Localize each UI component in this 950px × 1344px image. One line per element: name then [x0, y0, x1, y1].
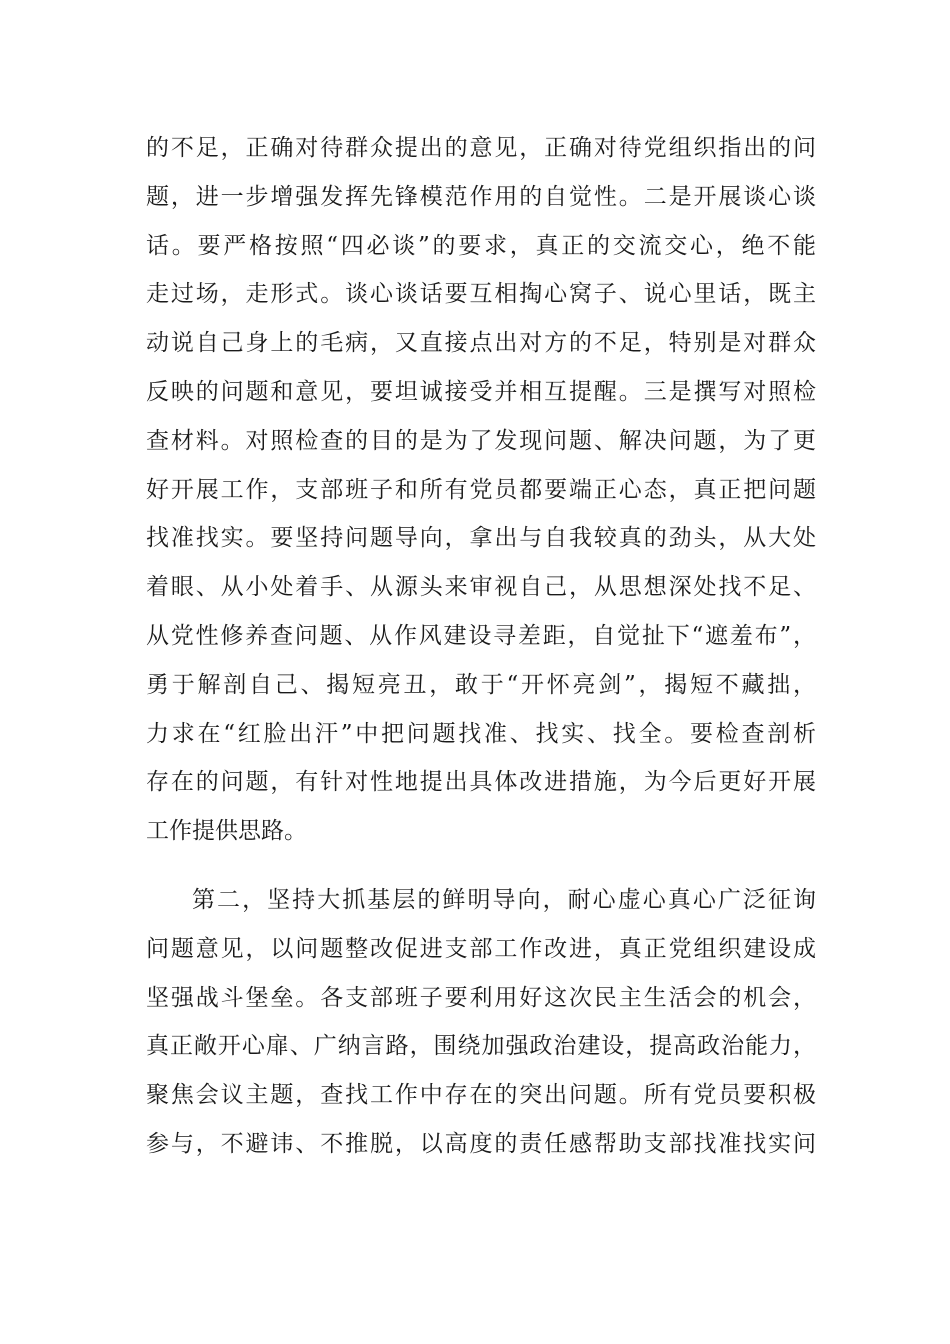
text-line: 找准找实。要坚持问题导向，拿出与自我较真的劲头，从大处 — [146, 525, 816, 552]
text-line: 问题意见，以问题整改促进支部工作改进，真正党组织建设成 — [146, 935, 816, 962]
paragraph-2 — [146, 876, 816, 1169]
text-line: 题，进一步增强发挥先锋模范作用的自觉性。二是开展谈心谈 — [146, 183, 816, 210]
text-line: 走过场，走形式。谈心谈话要互相掏心窝子、说心里话，既主 — [146, 281, 816, 308]
text-line: 反映的问题和意见，要坦诚接受并相互提醒。三是撰写对照检 — [146, 378, 816, 405]
text-line: 第二，坚持大抓基层的鲜明导向，耐心虚心真心广泛征询 — [192, 886, 816, 913]
text-line: 工作提供思路。 — [146, 818, 307, 845]
text-line: 真正敞开心扉、广纳言路，围绕加强政治建设，提高政治能力， — [146, 1033, 816, 1060]
text-line: 参与，不避讳、不推脱，以高度的责任感帮助支部找准找实问 — [146, 1130, 816, 1157]
text-line: 聚焦会议主题，查找工作中存在的突出问题。所有党员要积极 — [146, 1082, 816, 1109]
text-line: 话。要严格按照“四必谈”的要求，真正的交流交心，绝不能 — [146, 232, 816, 259]
text-line: 查材料。对照检查的目的是为了发现问题、解决问题，为了更 — [146, 427, 816, 454]
document-body — [146, 124, 816, 1169]
paragraph-spacer — [146, 856, 816, 876]
text-line: 坚强战斗堡垒。各支部班子要利用好这次民主生活会的机会， — [146, 984, 816, 1011]
text-line: 从党性修养查问题、从作风建设寻差距，自觉扯下“遮羞布”， — [146, 622, 816, 649]
text-line: 着眼、从小处着手、从源头来审视自己，从思想深处找不足、 — [146, 574, 816, 601]
text-line: 的不足，正确对待群众提出的意见，正确对待党组织指出的问 — [146, 135, 816, 161]
text-line: 力求在“红脸出汗”中把问题找准、找实、找全。要检查剖析 — [146, 720, 816, 747]
text-line: 存在的问题，有针对性地提出具体改进措施，为今后更好开展 — [146, 769, 816, 796]
text-line: 动说自己身上的毛病，又直接点出对方的不足，特别是对群众 — [146, 330, 816, 357]
paragraph-1 — [146, 124, 816, 856]
text-line: 好开展工作，支部班子和所有党员都要端正心态，真正把问题 — [146, 476, 816, 503]
text-line: 勇于解剖自己、揭短亮丑，敢于“开怀亮剑”，揭短不藏拙， — [146, 671, 816, 698]
